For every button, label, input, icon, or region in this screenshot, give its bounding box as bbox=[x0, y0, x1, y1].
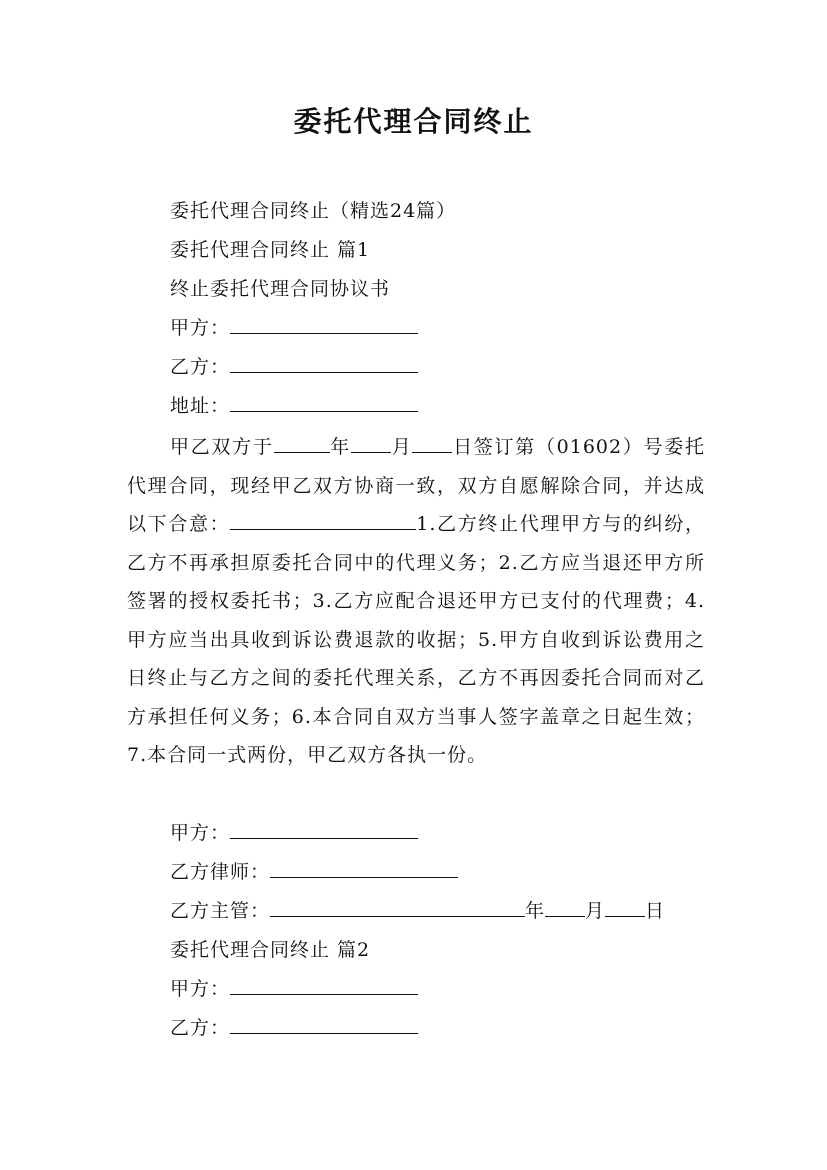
body-signed: 日签订第（01602）号委托代理合同，现经甲乙双方协商一致，双方自愿解除合同，并达成以下合意： bbox=[127, 436, 705, 535]
part1-heading: 委托代理合同终止 篇1 bbox=[170, 239, 371, 261]
body-year: 年 bbox=[329, 436, 351, 458]
lawyer-blank bbox=[270, 859, 458, 878]
document-title: 委托代理合同终止 bbox=[293, 105, 534, 138]
agreement-title: 终止委托代理合同协议书 bbox=[170, 278, 391, 300]
part2-party-b-blank bbox=[230, 1015, 418, 1034]
part2-party-b-line bbox=[170, 1015, 418, 1041]
body-month: 月 bbox=[390, 436, 413, 458]
party-b-blank bbox=[230, 354, 418, 373]
supervisor-blank bbox=[270, 898, 525, 917]
sign-month-blank bbox=[545, 898, 585, 917]
address-blank bbox=[230, 393, 418, 412]
party-b-label: 乙方： bbox=[170, 356, 231, 378]
part2-party-b-label: 乙方： bbox=[170, 1017, 231, 1039]
agreement-body bbox=[127, 428, 705, 775]
party-a-blank bbox=[230, 315, 418, 334]
sign-day-blank bbox=[605, 898, 645, 917]
sign-party-a-blank bbox=[230, 820, 418, 839]
lawyer-line bbox=[170, 859, 458, 885]
sign-month: 月 bbox=[585, 900, 606, 922]
part2-party-a-label: 甲方： bbox=[170, 978, 231, 1000]
sign-day: 日 bbox=[645, 900, 666, 922]
address-line bbox=[170, 393, 418, 419]
party-a-label: 甲方： bbox=[170, 317, 231, 339]
subtitle: 委托代理合同终止（精选24篇） bbox=[170, 200, 457, 222]
party-a-line bbox=[170, 315, 418, 341]
supervisor-line bbox=[170, 898, 665, 924]
consensus-blank bbox=[230, 511, 416, 530]
part2-heading: 委托代理合同终止 篇2 bbox=[170, 939, 371, 961]
address-label: 地址： bbox=[170, 395, 231, 417]
year-blank bbox=[274, 434, 330, 453]
body-terms: 1.乙方终止代理甲方与的纠纷，乙方不再承担原委托合同中的代理义务；2.乙方应当退还甲方所签署的授权委托书；3.乙方应配合退还甲方已支付的代理费；4.甲方应当出具收到诉讼费退款的收据；5.甲方自收到诉讼费用之日终止与乙方之间的委托代理关系，乙方不再因委托合同而对乙方承担任何义务；6.本合同自双方当事人签字盖章之日起生效；7.本合同一式两份，甲乙双方各执一份。 bbox=[127, 513, 705, 766]
month-blank bbox=[351, 434, 391, 453]
sign-party-a-label: 甲方： bbox=[170, 822, 231, 844]
body-intro: 甲乙双方于 bbox=[170, 436, 274, 458]
part2-party-a-blank bbox=[230, 976, 418, 995]
supervisor-label: 乙方主管： bbox=[170, 900, 271, 922]
sign-party-a-line bbox=[170, 820, 418, 846]
party-b-line bbox=[170, 354, 418, 380]
lawyer-label: 乙方律师： bbox=[170, 861, 271, 883]
day-blank bbox=[412, 434, 452, 453]
sign-year: 年 bbox=[525, 900, 546, 922]
part2-party-a-line bbox=[170, 976, 418, 1002]
